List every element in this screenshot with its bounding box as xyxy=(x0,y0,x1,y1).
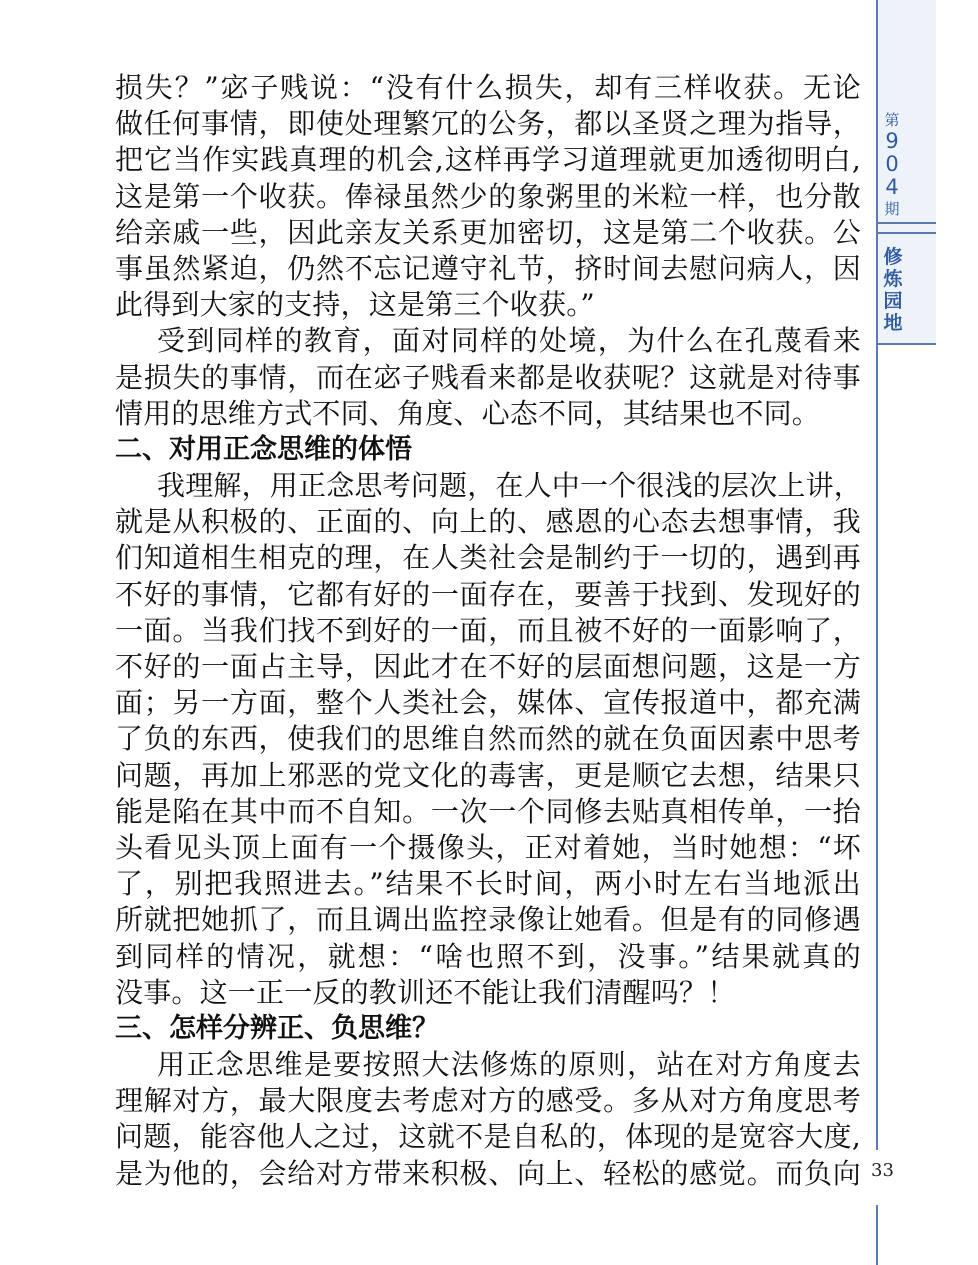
issue-suffix: 期 xyxy=(884,200,900,218)
body-line: 不好的事情，它都有好的一面存在，要善于找到、发现好的 xyxy=(115,577,861,611)
article-body xyxy=(115,70,861,1192)
body-line: 是损失的事情，而在宓子贱看来都是收获呢？这就是对待事 xyxy=(115,360,861,394)
body-line: 就是从积极的、正面的、向上的、感恩的心态去想事情，我 xyxy=(115,505,861,539)
body-line: 头看见头顶上面有一个摄像头，正对着她，当时她想：“坏 xyxy=(115,830,861,864)
margin-rule xyxy=(876,0,878,1265)
column-title-char: 修 xyxy=(883,246,903,268)
column-title xyxy=(880,246,906,334)
column-title-char: 地 xyxy=(883,312,903,334)
body-line: 情用的思维方式不同、角度、心态不同，其结果也不同。 xyxy=(115,396,821,430)
body-line: 给亲戚一些，因此亲友关系更加密切，这是第二个收获。公 xyxy=(115,215,861,249)
margin-divider-bottom xyxy=(876,232,936,234)
body-line: 是为他的，会给对方带来积极、向上、轻松的感觉。而负向 xyxy=(115,1156,861,1190)
body-line: 此得到大家的支持，这是第三个收获。” xyxy=(115,288,595,322)
page-number: 33 xyxy=(871,1160,894,1181)
column-title-char: 炼 xyxy=(883,268,903,290)
issue-digit: 0 xyxy=(885,152,899,176)
column-title-char: 园 xyxy=(883,290,903,312)
body-line: 了，别把我照进去。”结果不长时间，两小时左右当地派出 xyxy=(115,867,861,901)
body-line: 没事。这一正一反的教训还不能让我们清醒吗？！ xyxy=(115,975,736,1009)
issue-digit: 9 xyxy=(885,129,899,153)
body-line: 把它当作实践真理的机会,这样再学习道理就更加透彻明白, xyxy=(115,143,861,177)
issue-number xyxy=(880,110,904,219)
body-line: 这是第一个收获。俸禄虽然少的象粥里的米粒一样，也分散 xyxy=(115,179,861,213)
body-line: 理解对方，最大限度去考虑对方的感受。多从对方角度思考 xyxy=(115,1084,861,1118)
issue-prefix: 第 xyxy=(884,111,900,129)
body-line: 能是陷在其中而不自知。一次一个同修去贴真相传单，一抬 xyxy=(115,794,861,828)
margin-divider-end xyxy=(876,343,936,345)
body-line: 不好的一面占主导，因此才在不好的层面想问题，这是一方 xyxy=(115,650,861,683)
body-line: 事虽然紧迫，仍然不忘记遵守礼节，挤时间去慰问病人，因 xyxy=(115,251,861,285)
body-line: 问题，能容他人之过，这就不是自私的，体现的是宽容大度, xyxy=(115,1120,861,1154)
body-line: 我理解，用正念思考问题，在人中一个很浅的层次上讲， xyxy=(157,469,863,503)
body-line: 用正念思维是要按照大法修炼的原则，站在对方角度去 xyxy=(157,1048,861,1082)
body-line: 所就把她抓了，而且调出监控录像让她看。但是有的同修遇 xyxy=(115,903,861,937)
body-line: 面；另一方面，整个人类社会，媒体、宣传报道中，都充满 xyxy=(115,686,861,720)
body-line: 做任何事情，即使处理繁冗的公务，都以圣贤之理为指导， xyxy=(115,107,861,141)
body-line: 受到同样的教育，面对同样的处境，为什么在孔蔑看来 xyxy=(157,324,861,358)
body-line: 问题，再加上邪恶的党文化的毒害，更是顺它去想，结果只 xyxy=(115,758,861,792)
section-heading: 三、怎样分辨正、负思维？ xyxy=(115,1012,439,1044)
body-line: 损失？”宓子贱说：“没有什么损失，却有三样收获。无论 xyxy=(115,71,861,104)
body-line: 一面。当我们找不到好的一面，而且被不好的一面影响了， xyxy=(115,613,861,647)
body-line: 们知道相生相克的理，在人类社会是制约于一切的，遇到再 xyxy=(115,541,861,575)
body-line: 了负的东西，使我们的思维自然而然的就在负面因素中思考 xyxy=(115,722,861,756)
margin-divider-top xyxy=(876,222,936,224)
issue-digit: 4 xyxy=(885,175,899,199)
section-heading: 二、对用正念思维的体悟 xyxy=(115,433,412,465)
body-line: 到同样的情况，就想：“啥也照不到，没事。”结果就真的 xyxy=(115,939,861,973)
